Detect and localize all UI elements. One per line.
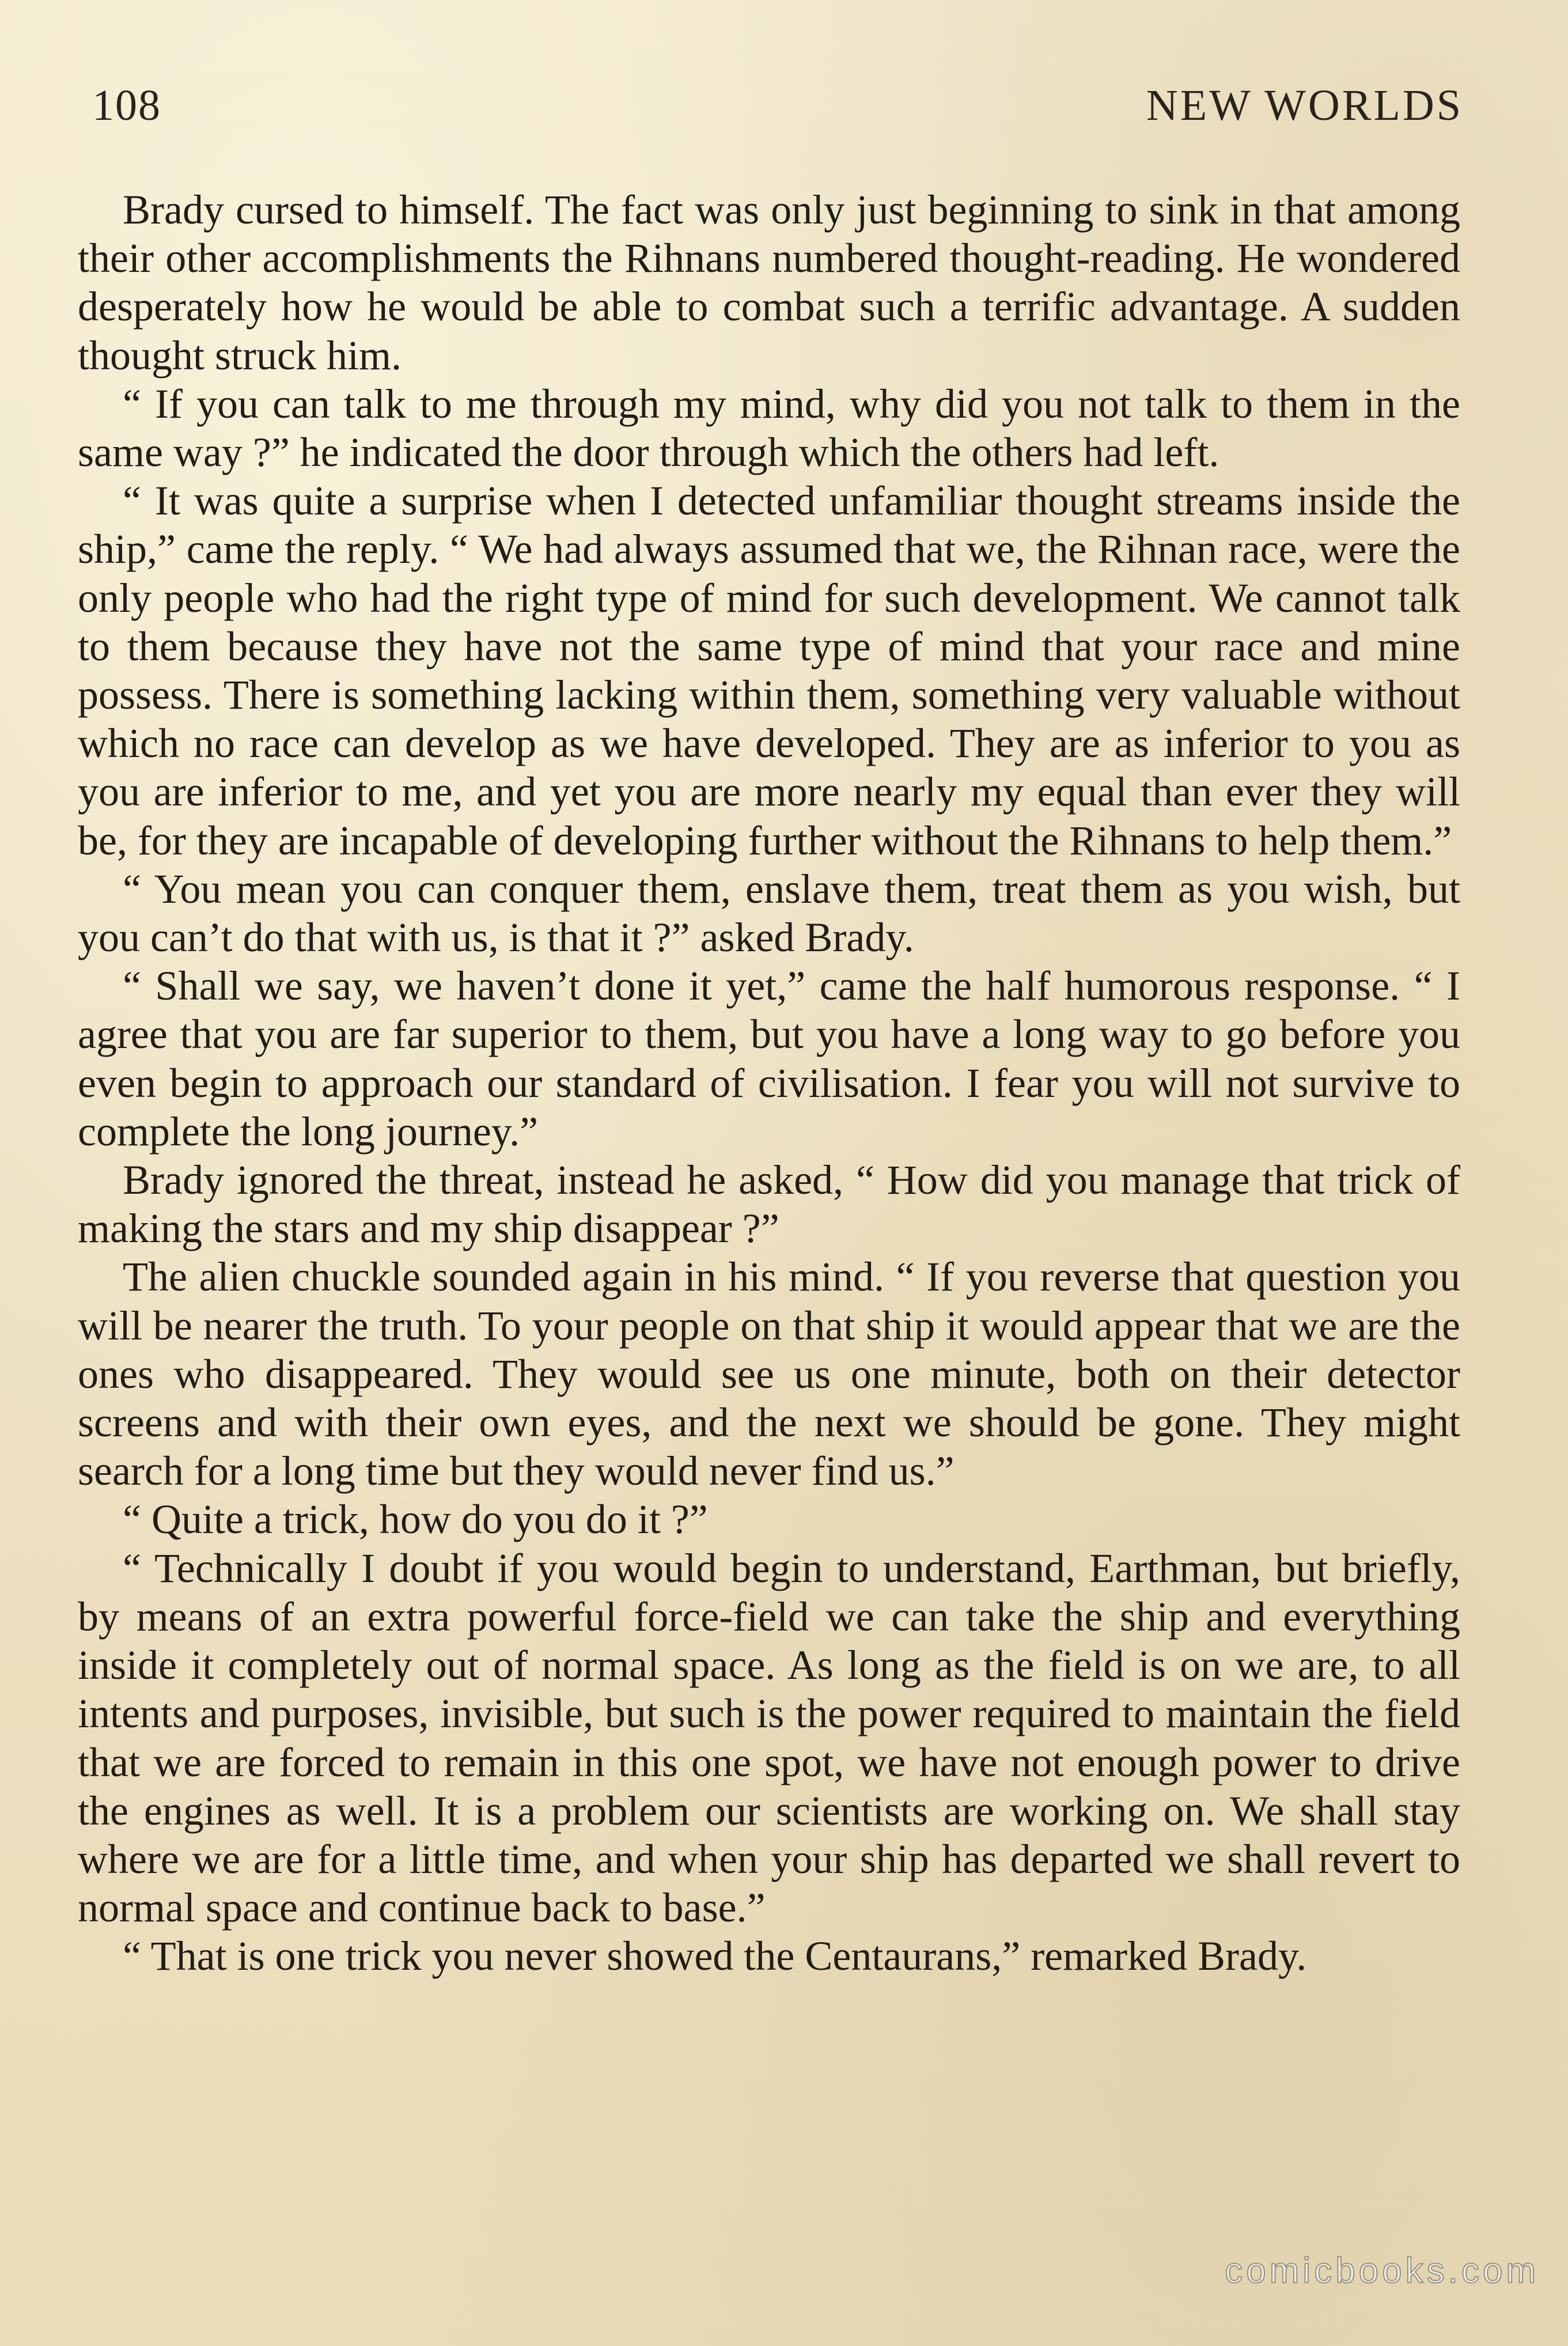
story-text <box>78 186 1460 1981</box>
paragraph: “ You mean you can conquer them, enslave them, treat them as you wish, but you can’t do that with us, is that it ?” asked Brady. <box>78 865 1460 961</box>
watermark: comicbooks.com <box>1225 2251 1539 2291</box>
paragraph: “ If you can talk to me through my mind, why did you not talk to them in the same way ?” he indicated the door through which the others had left. <box>78 380 1460 476</box>
paragraph: “ That is one trick you never showed the Centaurans,” remarked Brady. <box>123 1933 1307 1980</box>
paragraph: “ Technically I doubt if you would begin to understand, Earthman, but briefly, by means of an extra powerful force-field we can take the ship and everything inside it completely out of normal space. As long as the field is on we are, to all intents and purposes, invisible, but such is the power required to maintain the field that we are forced to remain in this one spot, we have not enough power to drive the engines as well. It is a problem our scientists are working on. We shall stay where we are for a little time, and when your ship has departed we shall revert to normal space and continue back to base.” <box>78 1545 1460 1931</box>
paragraph: The alien chuckle sounded again in his mind. “ If you reverse that question you will be nearer the truth. To your people on that ship it would appear that we are the ones who disappeared. They would see us one minute, both on their detector screens and with their own eyes, and the next we should be gone. They might search for a long time but they would never find us.” <box>78 1254 1460 1494</box>
paragraph: “ Quite a trick, how do you do it ?” <box>123 1496 708 1543</box>
paragraph: Brady cursed to himself. The fact was only just beginning to sink in that among their other accomplishments the Rihnans numbered thought-reading. He wondered desperately how he would be able to combat such a terrific advantage. A sudden thought struck him. <box>78 187 1460 379</box>
paragraph: Brady ignored the threat, instead he asked, “ How did you manage that trick of making the stars and my ship disappear ?” <box>78 1157 1460 1252</box>
journal-title: NEW WORLDS <box>1146 81 1463 130</box>
paragraph: “ It was quite a surprise when I detected unfamiliar thought streams inside the ship,” came the reply. “ We had always assumed that we, the Rihnan race, were the only people who had the right type of mind for such development. We cannot talk to them because they have not the same type of mind that your race and mine possess. There is something lacking within them, something very valuable without which no race can develop as we have developed. They are as inferior to you as you are inferior to me, and yet you are more nearly my equal than ever they will be, for they are incapable of developing further without the Rihnans to help them.” <box>78 478 1460 864</box>
running-head <box>92 81 1463 150</box>
page-number: 108 <box>92 81 161 130</box>
paragraph: “ Shall we say, we haven’t done it yet,” came the half humorous response. “ I agree that you are far superior to them, but you have a long way to go before you even begin to approach our standard of civilisation. I fear you will not survive to complete the long journey.” <box>78 963 1460 1155</box>
